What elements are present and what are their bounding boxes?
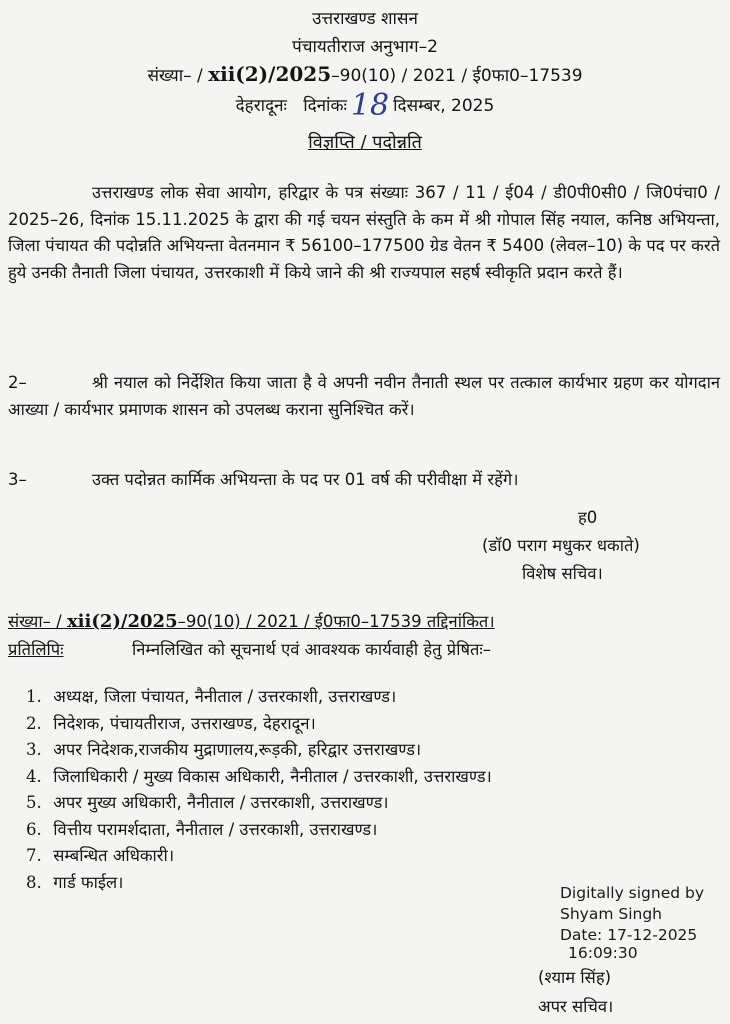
place: देहरादूनः — [235, 96, 287, 116]
list-item: 1. अध्यक्ष, जिला पंचायत, नैनीताल / उत्तरकाशी, उत्तराखण्ड। — [26, 687, 397, 706]
paragraph-2: श्री नयाल को निर्देशित किया जाता है वे अपनी नवीन तैनाती स्थल पर तत्काल कार्यभार ग्रहण कर योगदान आख्या / कार्यभार प्रमाणक शासन को उपलब्ध कराना सुनिश्चित करें। — [8, 373, 720, 419]
date-label: दिनांकः — [303, 96, 347, 116]
list-item: 5. अपर मुख्य अधिकारी, नैनीताल / उत्तरकाशी, उत्तराखण्ड। — [26, 793, 389, 812]
signed-mark: ह0 — [578, 508, 598, 527]
signatory-name: (डॉ0 पराग मधुकर धकाते) — [482, 536, 640, 555]
list-item: 2. निदेशक, पंचायतीराज, उत्तराखण्ड, देहरादून। — [26, 713, 316, 733]
handwritten-day: 18 — [350, 88, 390, 123]
signatory-designation: विशेष सचिव। — [522, 564, 603, 583]
place-date-line — [0, 88, 730, 123]
copy-ref-bold: xii(2)/2025 — [66, 611, 178, 632]
date-rest: दिसम्बर, 2025 — [393, 96, 495, 116]
digsig-line-2: Shyam Singh — [560, 905, 662, 923]
paragraph-1: उत्तराखण्ड लोक सेवा आयोग, हरिद्वार के पत्र संख्याः 367 / 11 / ई04 / डी0पी0सी0 / जि0पंचा0 / 2025–26, दिनांक 15.11.2025 के द्वारा की गई चयन संस्तुति के कम में श्री गोपाल सिंह नयाल, कनिष्ठ अभियन्ता, जिला पंचायत की पदोन्नति अभियन्ता वेतनमान ₹ 56100–177500 ग्रेड वेतन ₹ 5400 (लेवल–10) के पद पर करते हुये उनकी तैनाती जिला पंचायत, उत्तरकाशी में किये जाने की श्री राज्यपाल सहर्ष स्वीकृति प्रदान करते हैं। — [8, 183, 720, 282]
copy-ref-suffix: –90(10) / 2021 / ई0फा0–17539 तद्दिनांकित। — [177, 612, 495, 631]
ref-suffix: –90(10) / 2021 / ई0फा0–17539 — [331, 66, 583, 86]
list-item: 7. सम्बन्धित अधिकारी। — [26, 846, 175, 865]
list-item: 3. अपर निदेशक,राजकीय मुद्राणालय,रूड़की, हरिद्वार उत्तराखण्ड। — [26, 740, 422, 759]
department-name: पंचायतीराज अनुभाग–2 — [292, 37, 438, 57]
signatory-2-designation: अपर सचिव। — [538, 997, 614, 1016]
paragraph-3: उक्त पदोन्नत कार्मिक अभियन्ता के पद पर 01 वर्ष की परीवीक्षा में रहेंगे। — [92, 470, 519, 489]
reference-number — [0, 62, 730, 86]
copy-label: प्रतिलिपिः — [8, 640, 64, 659]
digsig-line-4: 16:09:30 — [568, 944, 638, 962]
ref-prefix: संख्या– / — [147, 66, 209, 86]
digital-signature-block — [560, 883, 730, 960]
list-item: 8. गार्ड फाईल। — [26, 872, 124, 892]
govt-name: उत्तराखण्ड शासन — [312, 9, 418, 29]
copy-reference-number — [8, 609, 495, 632]
digsig-line-3: Date: 17-12-2025 — [560, 926, 698, 944]
signatory-2-name: (श्याम सिंह) — [538, 968, 612, 987]
list-item: 4. जिलाधिकारी / मुख्य विकास अधिकारी, नैनीताल / उत्तरकाशी, उत्तराखण्ड। — [26, 766, 492, 786]
list-item: 6. वित्तीय परामर्शदाता, नैनीताल / उत्तरकाशी, उत्तराखण्ड। — [26, 819, 378, 839]
ref-bold: xii(2)/2025 — [208, 62, 332, 86]
subject-heading: विज्ञप्ति / पदोन्नति — [308, 132, 422, 153]
paragraph-2-number: 2– — [8, 373, 27, 392]
digsig-line-1: Digitally signed by — [560, 884, 705, 902]
paragraph-3-number: 3– — [8, 470, 27, 489]
copy-ref-prefix: संख्या– / — [8, 612, 67, 631]
recipient-list — [26, 684, 492, 896]
copy-intro: निम्नलिखित को सूचनार्थ एवं आवश्यक कार्यवाही हेतु प्रेषितः– — [132, 640, 491, 659]
